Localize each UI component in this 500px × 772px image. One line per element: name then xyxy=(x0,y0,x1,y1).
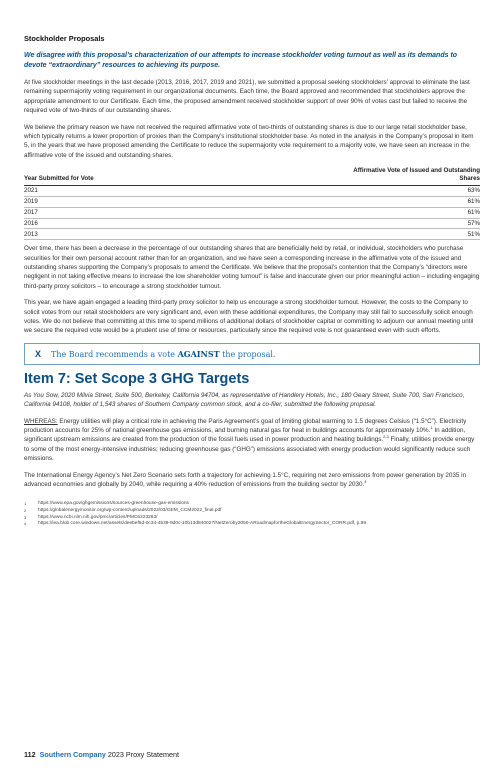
table-header-row xyxy=(24,167,480,186)
iea-text: The International Energy Agency’s Net Zero Scenario sets forth a trajectory for achieving 1.5°C, requiring net zero emissions from power generation by 2035 in advanced economies and globally by 2040, while requiring a 40% reduction of emissions from the building sector by 2030. xyxy=(24,471,467,489)
vote-cell: 61% xyxy=(350,207,480,218)
footnote-ref: 2,3 xyxy=(383,434,389,440)
footnote-number: 4 xyxy=(24,521,27,527)
page-content xyxy=(24,34,480,528)
item-intro: As You Sow, 2020 Milvia Street, Suite 500, Berkeley, California 94704, as representative of Handlery Hotels, Inc., 180 Geary Street, Suite 700, San Francisco, California 94108, holder of 1,543 shares of Southern Company common stock, and a co-filer, submitted the following proposal. xyxy=(24,391,465,409)
footnote-link[interactable]: https://www.epa.gov/ghgemissions/sources-greenhouse-gas-emissions xyxy=(38,501,189,507)
table-row xyxy=(24,186,480,197)
recommendation-tail: the proposal. xyxy=(219,349,276,359)
board-recommendation-box xyxy=(24,343,480,365)
recommendation-text xyxy=(51,349,275,359)
table-row xyxy=(24,218,480,229)
footer-brand: Southern Company xyxy=(39,750,106,759)
year-cell: 2013 xyxy=(24,229,350,240)
table-row xyxy=(24,197,480,208)
year-cell: 2016 xyxy=(24,218,350,229)
vote-cell: 57% xyxy=(350,218,480,229)
year-cell: 2019 xyxy=(24,197,350,208)
recommendation-lead: The Board recommends a vote xyxy=(51,349,178,359)
footnote xyxy=(24,508,480,515)
column-header-year: Year Submitted for Vote xyxy=(24,167,350,186)
paragraph-iea xyxy=(24,471,480,490)
footer-document: 2023 Proxy Statement xyxy=(107,750,180,759)
whereas-text-b: In addition, significant upstream emissions are created from the production of the fossil fuels used in power production and heating buildings. xyxy=(24,427,466,444)
footnote-number: 1 xyxy=(24,501,27,507)
item-title: Item 7: Set Scope 3 GHG Targets xyxy=(24,370,250,387)
paragraph-retail-decrease: Over time, there has been a decrease in the percentage of our outstanding shares that are beneficially held by retail, or individual, stockholders who purchase securities for their own personal account rather than for an organization, and we have seen a corresponding increase in the affirmative vote of the issued and outstanding shares supporting the Company’s proposals to amend the Certificate. We believe that the proposal’s contention that the Company’s “directors were negligent in not taking effective means to increase the low shareholder voting turnout” is false and inaccurate given our prior meaningful action – including engaging third-party proxy solicitors – to encourage a strong stockholder turnout. xyxy=(24,245,480,290)
footnote-number: 2 xyxy=(24,508,27,514)
footnotes xyxy=(24,501,480,527)
table-row xyxy=(24,207,480,218)
vote-cell: 51% xyxy=(350,229,480,240)
column-header-vote: Affirmative Vote of Issued and Outstanding Shares xyxy=(350,167,480,186)
footnote-ref: 1 xyxy=(430,424,433,430)
whereas-text-a: Energy utilities will play a critical role in achieving the Paris Agreement’s goal of limiting global warming to 1.5 degrees Celsius (“1.5°C”). Electricity production accounts for 25% of national greenhouse gas emissions, and burning natural gas for heat in buildings accounts for approximately 10%. xyxy=(24,417,467,435)
footnote xyxy=(24,521,480,528)
vote-cell: 63% xyxy=(350,186,480,197)
table-row xyxy=(24,229,480,240)
footnote-link[interactable]: https://www.ncbi.nlm.nih.gov/pmc/articles/PMC6223263/ xyxy=(38,514,158,520)
vote-cell: 61% xyxy=(350,197,480,208)
footnote-link[interactable]: https://iea.blob.core.windows.net/assets/deebef5d-0c34-4539-9d0c-10b13d840027/NetZeroby2050-ARoadmapfortheGlobalEnergySector_CORR.pdf, p.99 xyxy=(38,521,366,527)
footnote-ref: 4 xyxy=(364,478,367,484)
page-number: 112 xyxy=(24,750,36,759)
vote-history-table xyxy=(24,167,480,240)
section-heading: Stockholder Proposals xyxy=(24,34,105,43)
page-footer xyxy=(24,750,179,759)
paragraph-retail-base: We believe the primary reason we have not received the required affirmative vote of two-thirds of outstanding shares is due to our large retail stockholder base, which typically returns a lower proportion of proxies than the Company’s institutional stockholder base. As noted in the analysis in the Company’s proposal in Item 5, in the years that we have proposed amending the Certificate to reduce the supermajority vote requirement to a majority vote, we have seen an increase in the affirmative vote of the issued and outstanding shares. xyxy=(24,123,474,159)
footnote-link[interactable]: https://globalenergymonitor.org/wp-content/uploads/2022/03/GEM_CCM2022_final.pdf xyxy=(38,508,222,514)
x-mark-icon: X xyxy=(35,348,42,359)
recommendation-emphasis: AGAINST xyxy=(177,348,220,359)
whereas-text-c: Finally, utilities provide energy to some of the most energy-intensive industries; reducing greenhouse gas (“GHG”) emissions associated with energy production would significantly reduce such emissions. xyxy=(24,436,475,463)
paragraph-whereas xyxy=(24,417,480,464)
footnote-number: 3 xyxy=(24,514,27,520)
paragraph-supermajority-history: At five stockholder meetings in the last decade (2013, 2016, 2017, 2019 and 2021), we submitted a proposal seeking stockholders’ approval to eliminate the last remaining supermajority voting requirement in our organizational documents. Each time, the Board approved and recommended that stockholders approve the appropriate amendment to our Certificate. Each time, the proposed amendment received stockholder support of over 90% of votes cast but failed to receive the required vote of two-thirds of our outstanding shares. xyxy=(24,79,470,115)
year-cell: 2021 xyxy=(24,186,350,197)
paragraph-proxy-solicitor: This year, we have again engaged a leading third-party proxy solicitor to help us encourage a strong stockholder turnout. However, the costs to the Company to solicit votes from our retail stockholders are very significant and, even with these additional expenditures, the Company may still fail to successfully solicit enough votes. We do not believe that committing at this time to spend millions of additional dollars of stockholder capital or committing to adjourn our annual meeting until we secure the required vote would be a prudent use of time or resources, particularly since the required vote is not guaranteed even with such efforts. xyxy=(24,299,474,335)
whereas-label: WHEREAS: xyxy=(24,417,58,425)
year-cell: 2017 xyxy=(24,207,350,218)
intro-statement: We disagree with this proposal’s characterization of our attempts to increase stockholder voting turnout as well as its demands to devote “extraordinary” resources to achieving its purpose. xyxy=(24,52,458,69)
